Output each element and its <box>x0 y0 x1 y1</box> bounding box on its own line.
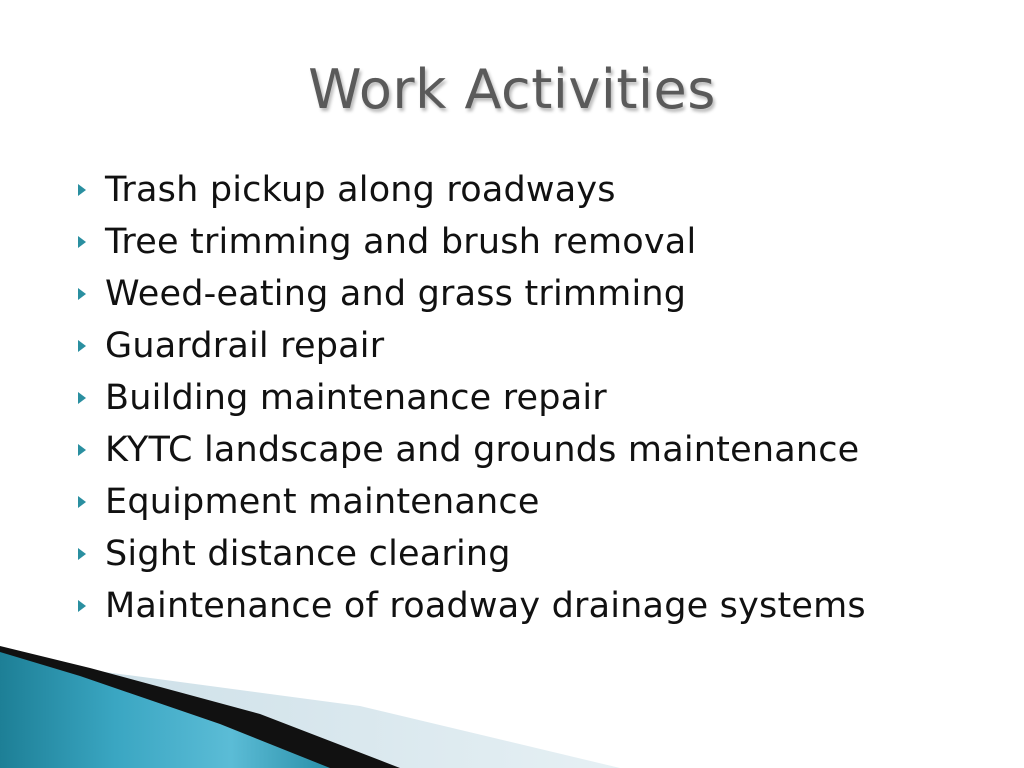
triangle-right-icon <box>75 183 89 197</box>
triangle-right-icon <box>75 443 89 457</box>
triangle-right-icon <box>75 495 89 509</box>
slide-title: Work Activities <box>308 58 716 121</box>
list-item <box>72 216 866 268</box>
triangle-right-icon <box>75 287 89 301</box>
triangle-right-icon <box>75 339 89 353</box>
bullet-text: Maintenance of roadway drainage systems <box>105 586 866 626</box>
list-item <box>72 268 866 320</box>
bullet-text: KYTC landscape and grounds maintenance <box>105 430 860 470</box>
list-item <box>72 476 866 528</box>
bullet-text: Weed-eating and grass trimming <box>105 274 687 314</box>
triangle-right-icon <box>75 235 89 249</box>
triangle-right-icon <box>75 547 89 561</box>
bullet-text: Trash pickup along roadways <box>105 170 616 210</box>
bullet-text: Guardrail repair <box>105 326 385 366</box>
list-item <box>72 164 866 216</box>
bullet-text: Equipment maintenance <box>105 482 540 522</box>
list-item <box>72 424 866 476</box>
list-item <box>72 320 866 372</box>
bullet-text: Sight distance clearing <box>105 534 511 574</box>
list-item <box>72 528 866 580</box>
triangle-right-icon <box>75 599 89 613</box>
triangle-right-icon <box>75 391 89 405</box>
bullet-text: Building maintenance repair <box>105 378 607 418</box>
bullet-text: Tree trimming and brush removal <box>105 222 697 262</box>
bullet-list <box>72 164 866 632</box>
list-item <box>72 372 866 424</box>
list-item <box>72 580 866 632</box>
